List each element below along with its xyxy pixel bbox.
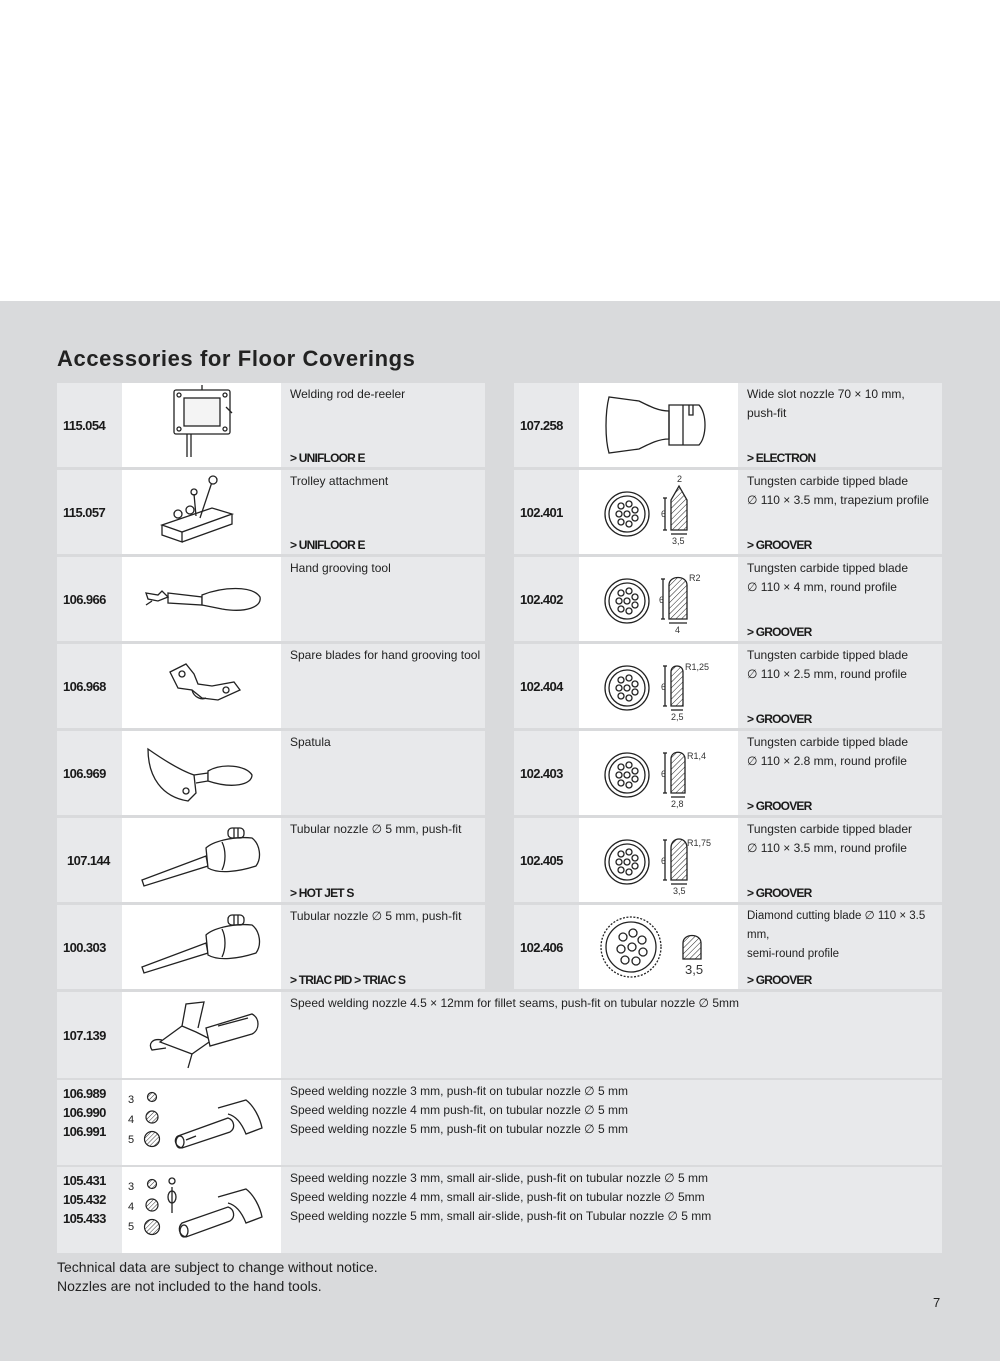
item-description: Tungsten carbide tipped blade ∅ 110 × 2.8 mm, round profile xyxy=(747,735,909,768)
product-link[interactable]: > HOT JET S xyxy=(290,886,354,900)
product-link[interactable]: > UNIFLOOR E xyxy=(290,451,365,465)
item-description: Trolley attachment xyxy=(290,474,389,488)
size-labels: 3 4 5 xyxy=(128,1094,135,1146)
table-row xyxy=(514,470,942,554)
tubular-nozzle-icon xyxy=(122,905,281,989)
article-number: 102.404 xyxy=(520,678,563,694)
size-labels: 3 4 5 xyxy=(128,1181,135,1233)
table-row xyxy=(57,383,485,467)
article-number: 106.966 xyxy=(63,591,106,607)
wide-slot-nozzle-icon xyxy=(579,383,738,467)
item-description: Speed welding nozzle 5 mm, push-fit on tubular nozzle ∅ 5 mm xyxy=(290,1122,628,1136)
product-image xyxy=(122,818,281,902)
profile-radius: R1,4 xyxy=(687,751,707,761)
product-image xyxy=(122,731,281,815)
blade-disc-icon xyxy=(579,470,738,554)
reel-icon xyxy=(122,383,281,467)
product-image xyxy=(579,731,738,815)
trolley-icon xyxy=(122,470,281,554)
product-link[interactable]: > GROOVER xyxy=(747,712,812,726)
blade-disc-icon xyxy=(579,818,738,902)
page-title: Accessories for Floor Coverings xyxy=(57,346,416,371)
product-image xyxy=(579,470,738,554)
item-description: Speed welding nozzle 4.5 × 12mm for fillet seams, push-fit on tubular nozzle ∅ 5mm xyxy=(290,996,740,1010)
table-row xyxy=(57,905,485,989)
item-description: Speed welding nozzle 3 mm, small air-slide, push-fit on tubular nozzle ∅ 5 mm xyxy=(290,1171,708,1185)
item-description: Speed welding nozzle 3 mm, push-fit on tubular nozzle ∅ 5 mm xyxy=(290,1084,628,1098)
product-image xyxy=(579,557,738,641)
profile-height: 6 xyxy=(661,769,667,779)
article-number: 106.969 xyxy=(63,765,106,781)
profile-height: 6 xyxy=(659,595,665,605)
item-description: Tubular nozzle ∅ 5 mm, push-fit xyxy=(290,822,462,836)
item-description: Tungsten carbide tipped blade ∅ 110 × 3.5 mm, trapezium profile xyxy=(747,474,929,507)
profile-width: 3,5 xyxy=(673,886,686,896)
item-description: Speed welding nozzle 4 mm push-fit, on tubular nozzle ∅ 5 mm xyxy=(290,1103,628,1117)
item-description: Speed welding nozzle 4 mm, small air-slide, push-fit on tubular nozzle ∅ 5mm xyxy=(290,1190,705,1204)
product-image xyxy=(122,992,281,1078)
article-number: 100.303 xyxy=(63,939,106,955)
article-number: 102.405 xyxy=(520,852,563,868)
article-number: 115.054 xyxy=(63,417,106,433)
page-number: 7 xyxy=(933,1295,941,1310)
profile-width: 4 xyxy=(675,625,681,635)
product-image xyxy=(122,470,281,554)
fillet-nozzle-icon xyxy=(122,992,281,1078)
item-description: Wide slot nozzle 70 × 10 mm, push-fit xyxy=(747,387,905,420)
table-row xyxy=(514,731,942,815)
product-image xyxy=(122,1080,281,1165)
profile-width: 3,5 xyxy=(685,962,704,977)
product-link[interactable]: > UNIFLOOR E xyxy=(290,538,365,552)
table-row xyxy=(57,731,485,815)
product-image xyxy=(122,1167,281,1253)
product-image xyxy=(579,383,738,467)
table-row xyxy=(514,557,942,641)
item-description: Welding rod de-reeler xyxy=(290,387,406,401)
product-image xyxy=(579,644,738,728)
item-description: Tungsten carbide tipped blader ∅ 110 × 3.5 mm, round profile xyxy=(747,822,912,855)
article-number: 102.401 xyxy=(520,504,563,520)
article-number: 102.406 xyxy=(520,939,563,955)
table-row xyxy=(514,383,942,467)
item-description: Speed welding nozzle 5 mm, small air-slide, push-fit on Tubular nozzle ∅ 5 mm xyxy=(290,1209,712,1223)
article-numbers: 105.431 105.432 105.433 xyxy=(63,1173,106,1226)
product-link[interactable]: > GROOVER xyxy=(747,625,812,639)
blade-disc-icon xyxy=(579,644,738,728)
item-description-list xyxy=(290,1169,711,1226)
article-number: 107.139 xyxy=(63,1027,106,1043)
table-row xyxy=(514,905,942,989)
tubular-nozzle-icon xyxy=(122,818,281,902)
profile-width: 2,8 xyxy=(671,799,684,809)
product-link[interactable]: > GROOVER xyxy=(747,799,812,813)
table-row xyxy=(57,818,485,902)
item-description-list xyxy=(290,1082,628,1139)
product-link[interactable]: > ELECTRON xyxy=(747,451,816,465)
table-row xyxy=(57,644,485,728)
product-image xyxy=(579,818,738,902)
profile-radius: 2 xyxy=(677,474,683,484)
profile-radius: R1,25 xyxy=(685,662,710,672)
footer-line: Nozzles are not included to the hand tools. xyxy=(57,1278,322,1294)
article-numbers: 106.989 106.990 106.991 xyxy=(63,1086,106,1139)
speed-welding-nozzle-icon xyxy=(122,1080,281,1165)
product-link[interactable]: > GROOVER xyxy=(747,538,812,552)
profile-height: 6 xyxy=(661,509,667,519)
profile-radius: R2 xyxy=(689,573,701,583)
article-number: 115.057 xyxy=(63,504,106,520)
article-number: 106.968 xyxy=(63,678,106,694)
grooving-tool-icon xyxy=(122,557,281,641)
footer-line: Technical data are subject to change without notice. xyxy=(57,1259,378,1275)
table-row xyxy=(57,1167,942,1253)
article-number: 102.402 xyxy=(520,591,563,607)
item-description: Spatula xyxy=(290,735,331,749)
item-description: Spare blades for hand grooving tool xyxy=(290,648,481,662)
table-row xyxy=(57,1080,942,1165)
article-number: 107.258 xyxy=(520,417,563,433)
product-image xyxy=(122,557,281,641)
profile-width: 3,5 xyxy=(672,536,685,546)
item-description: Diamond cutting blade ∅ 110 × 3.5 mm, semi-round profile xyxy=(747,910,926,960)
item-description: Tungsten carbide tipped blade ∅ 110 × 4 mm, round profile xyxy=(747,561,909,594)
product-image xyxy=(122,383,281,467)
profile-height: 6 xyxy=(661,856,667,866)
table-row xyxy=(514,644,942,728)
product-link[interactable]: > GROOVER xyxy=(747,973,812,987)
product-image xyxy=(122,644,281,728)
product-link[interactable]: > TRIAC PID > TRIAC S xyxy=(290,973,406,987)
diamond-blade-icon xyxy=(579,905,738,989)
item-description: Tubular nozzle ∅ 5 mm, push-fit xyxy=(290,909,462,923)
table-row xyxy=(57,470,485,554)
table-row xyxy=(57,557,485,641)
blade-disc-icon xyxy=(579,731,738,815)
footer-note xyxy=(57,1258,378,1296)
profile-radius: R1,75 xyxy=(687,838,712,848)
item-description: Tungsten carbide tipped blade ∅ 110 × 2.5 mm, round profile xyxy=(747,648,909,681)
table-row xyxy=(57,992,942,1078)
article-number: 102.403 xyxy=(520,765,563,781)
article-number: 107.144 xyxy=(67,852,110,868)
spatula-icon xyxy=(122,731,281,815)
product-image xyxy=(579,905,738,989)
spare-blade-icon xyxy=(122,644,281,728)
speed-welding-nozzle-air-slide-icon xyxy=(122,1167,281,1253)
profile-width: 2,5 xyxy=(671,712,684,722)
profile-height: 6 xyxy=(661,682,667,692)
table-row xyxy=(514,818,942,902)
product-link[interactable]: > GROOVER xyxy=(747,886,812,900)
blade-disc-icon xyxy=(579,557,738,641)
product-image xyxy=(122,905,281,989)
item-description: Hand grooving tool xyxy=(290,561,391,575)
